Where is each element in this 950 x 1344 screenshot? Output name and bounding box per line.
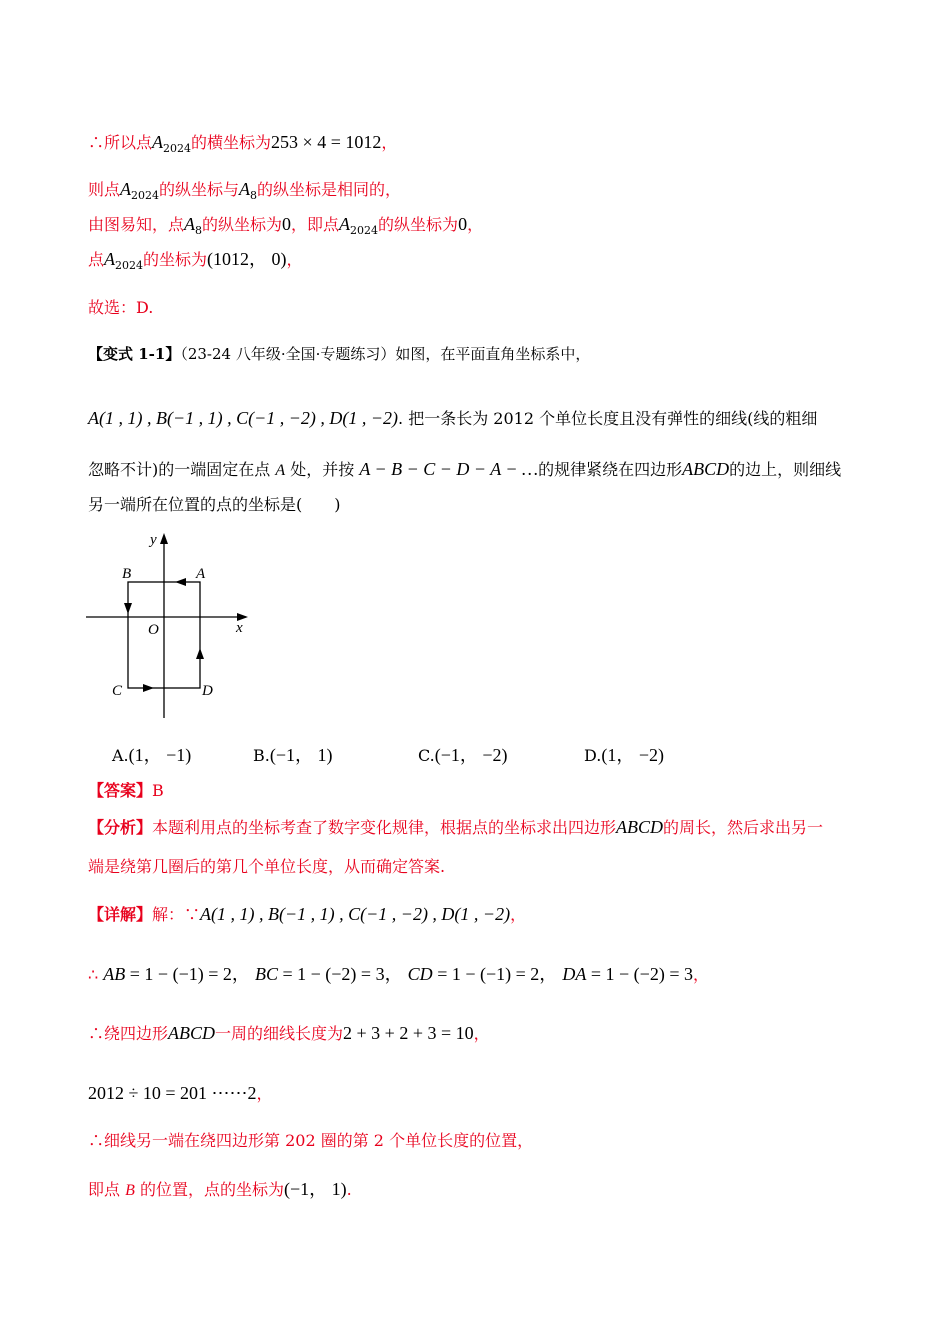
solution-line-3: 由图易知，点$A_8$的纵坐标为0，即点$A_{2024}$的纵坐标为0， [88,214,484,237]
option-a[interactable]: A.(1， −1) [112,745,192,765]
detail-line-5: ∴细线另一端在绕四边形第 202 圈的第 2 个单位长度的位置， [88,1131,534,1150]
detail-line-3: ∴绕四边形ABCD一周的细线长度为2 + 3 + 2 + 3 = 10， [88,1023,490,1043]
question-header: 【变式 1-1】（23-24 八年级·全国·专题练习）如图，在平面直角坐标系中， [88,345,591,363]
option-b[interactable]: B.(−1， 1) [253,745,333,765]
solution-line-2: 则点$A_{2024}$的纵坐标与$A_8$的纵坐标是相同的， [88,179,402,202]
question-body-1: A(1 , 1) , B(−1 , 1) , C(−1 , −2) , D(1 , −2). 把一条长为 2012 个单位长度且没有弹性的细线(线的粗细 [88,408,818,428]
label-b: B [122,566,132,582]
y-axis-arrow [160,533,168,544]
coordinate-figure [80,528,260,723]
analysis-line-1: 【分析】本题利用点的坐标考查了数字变化规律，根据点的坐标求出四边形ABCD的周长，然后求出另一 [88,817,824,837]
answer-line: 【答案】B [88,781,164,800]
detail-line-6: 即点 B 的位置，点的坐标为(−1， 1). [88,1179,352,1199]
label-d: D [202,683,213,699]
question-body-2: 忽略不计)的一端固定在点 A 处，并按 A − B − C − D − A − …的规律紧绕在四边形ABCD的边上，则细线 [88,459,842,479]
solution-line-1: ∴所以点$A_{2024}$的横坐标为253 × 4 = 1012， [88,132,398,155]
label-a: A [196,566,206,582]
arrow-c-to-d [143,684,154,692]
analysis-line-2: 端是绕第几圈后的第几个单位长度，从而确定答案. [88,857,446,876]
detail-line-1: 【详解】解：∵A(1 , 1) , B(−1 , 1) , C(−1 , −2) , D(1 , −2)， [88,904,527,924]
option-d[interactable]: D.(1， −2) [584,745,664,765]
arrow-d-to-a [196,648,204,659]
label-y: y [150,532,157,548]
arrow-b-to-c [124,603,132,614]
detail-line-2: ∴ AB = 1 − (−1) = 2， BC = 1 − (−2) = 3， CD = 1 − (−1) = 2， DA = 1 − (−2) = 3， [88,964,709,984]
question-body-3: 另一端所在位置的点的坐标是( ) [88,495,341,514]
solution-line-4: 点$A_{2024}$的坐标为(1012， 0)， [88,249,303,272]
label-c: C [112,683,123,699]
option-c[interactable]: C.(−1， −2) [418,745,508,765]
detail-line-4: 2012 ÷ 10 = 201 ⋯⋯2， [88,1083,273,1103]
label-origin: O [148,622,159,638]
solution-choice: 故选：D. [88,298,154,317]
arrow-a-to-b [175,578,186,586]
label-x: x [236,620,243,636]
